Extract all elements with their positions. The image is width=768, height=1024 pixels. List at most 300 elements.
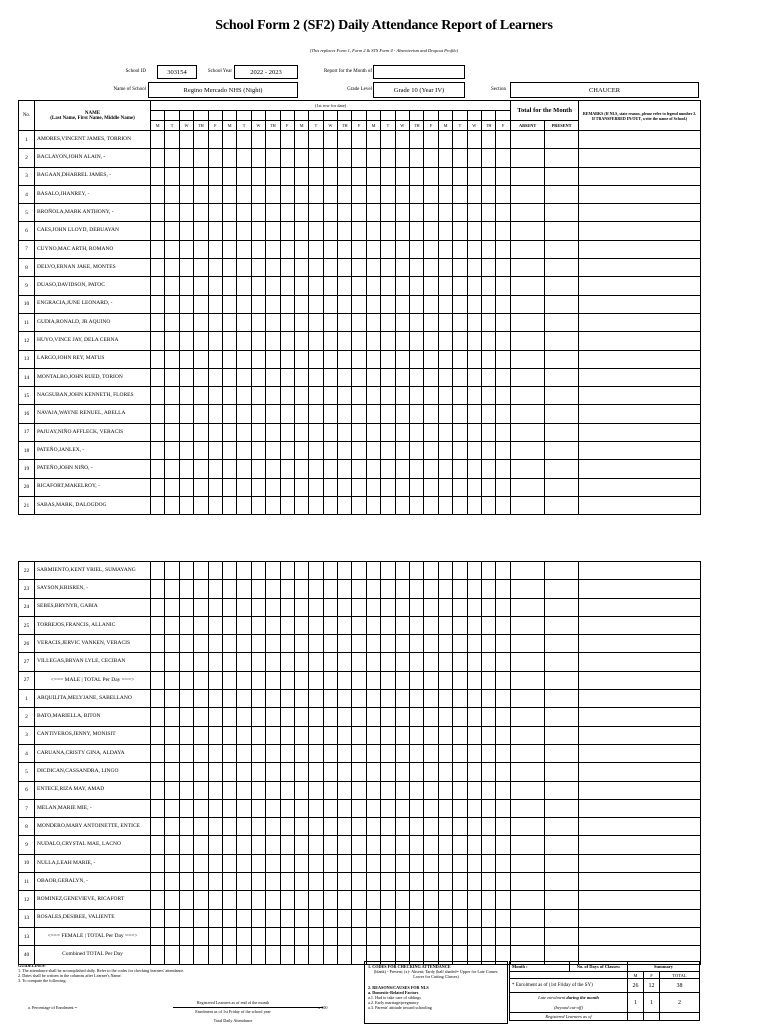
attendance-cell[interactable]: [294, 580, 308, 598]
attendance-cell[interactable]: [309, 781, 323, 799]
present-total-cell[interactable]: [544, 909, 578, 927]
attendance-cell[interactable]: [323, 891, 337, 909]
attendance-cell[interactable]: [165, 240, 179, 258]
attendance-cell[interactable]: [453, 204, 467, 222]
absent-total-cell[interactable]: [511, 442, 545, 460]
attendance-cell[interactable]: [410, 726, 424, 744]
attendance-cell[interactable]: [151, 744, 165, 762]
attendance-cell[interactable]: [294, 332, 308, 350]
attendance-cell[interactable]: [294, 763, 308, 781]
attendance-cell[interactable]: [266, 671, 280, 689]
attendance-cell[interactable]: [237, 854, 251, 872]
attendance-cell[interactable]: [453, 873, 467, 891]
attendance-cell[interactable]: [151, 763, 165, 781]
attendance-cell[interactable]: [410, 818, 424, 836]
attendance-cell[interactable]: [194, 854, 208, 872]
attendance-cell[interactable]: [453, 708, 467, 726]
attendance-cell[interactable]: [395, 222, 409, 240]
present-total-cell[interactable]: [544, 763, 578, 781]
attendance-cell[interactable]: [410, 690, 424, 708]
attendance-cell[interactable]: [179, 946, 193, 964]
attendance-cell[interactable]: [179, 131, 193, 149]
attendance-cell[interactable]: [165, 708, 179, 726]
attendance-cell[interactable]: [309, 580, 323, 598]
remarks-cell[interactable]: [579, 313, 701, 331]
attendance-cell[interactable]: [208, 222, 222, 240]
absent-total-cell[interactable]: [511, 332, 545, 350]
attendance-cell[interactable]: [338, 818, 352, 836]
attendance-cell[interactable]: [251, 580, 265, 598]
attendance-cell[interactable]: [496, 350, 511, 368]
attendance-cell[interactable]: [208, 478, 222, 496]
attendance-cell[interactable]: [280, 295, 294, 313]
attendance-cell[interactable]: [165, 836, 179, 854]
absent-total-cell[interactable]: [510, 927, 544, 945]
attendance-cell[interactable]: [266, 562, 280, 580]
attendance-cell[interactable]: [366, 873, 380, 891]
attendance-cell[interactable]: [179, 332, 193, 350]
attendance-cell[interactable]: [338, 690, 352, 708]
attendance-cell[interactable]: [467, 854, 481, 872]
attendance-cell[interactable]: [453, 167, 467, 185]
attendance-cell[interactable]: [481, 204, 495, 222]
attendance-cell[interactable]: [251, 598, 265, 616]
attendance-cell[interactable]: [338, 496, 352, 514]
attendance-cell[interactable]: [352, 222, 366, 240]
attendance-cell[interactable]: [366, 131, 380, 149]
attendance-cell[interactable]: [438, 460, 452, 478]
attendance-cell[interactable]: [410, 149, 424, 167]
attendance-cell[interactable]: [309, 277, 323, 295]
attendance-cell[interactable]: [280, 598, 294, 616]
attendance-cell[interactable]: [410, 204, 424, 222]
remarks-cell[interactable]: [579, 149, 701, 167]
attendance-cell[interactable]: [194, 799, 208, 817]
attendance-cell[interactable]: [151, 460, 165, 478]
attendance-cell[interactable]: [266, 580, 280, 598]
attendance-cell[interactable]: [194, 405, 208, 423]
attendance-cell[interactable]: [395, 927, 409, 945]
attendance-cell[interactable]: [496, 423, 511, 441]
attendance-cell[interactable]: [208, 259, 222, 277]
attendance-cell[interactable]: [453, 799, 467, 817]
attendance-cell[interactable]: [280, 946, 294, 964]
attendance-cell[interactable]: [496, 763, 510, 781]
attendance-cell[interactable]: [251, 387, 265, 405]
attendance-cell[interactable]: [237, 580, 251, 598]
attendance-cell[interactable]: [179, 598, 193, 616]
present-total-cell[interactable]: [545, 240, 579, 258]
attendance-cell[interactable]: [366, 671, 380, 689]
attendance-cell[interactable]: [424, 818, 438, 836]
attendance-cell[interactable]: [410, 873, 424, 891]
attendance-cell[interactable]: [352, 873, 366, 891]
attendance-cell[interactable]: [323, 616, 337, 634]
attendance-cell[interactable]: [165, 478, 179, 496]
attendance-cell[interactable]: [237, 478, 251, 496]
remarks-cell[interactable]: [578, 726, 700, 744]
attendance-cell[interactable]: [395, 167, 409, 185]
attendance-cell[interactable]: [151, 653, 165, 671]
absent-total-cell[interactable]: [510, 763, 544, 781]
remarks-cell[interactable]: [579, 332, 701, 350]
attendance-cell[interactable]: [366, 635, 380, 653]
attendance-cell[interactable]: [194, 690, 208, 708]
attendance-cell[interactable]: [453, 763, 467, 781]
attendance-cell[interactable]: [395, 496, 409, 514]
school-year-field[interactable]: 2022 - 2023: [234, 65, 298, 79]
attendance-cell[interactable]: [208, 635, 222, 653]
attendance-cell[interactable]: [323, 744, 337, 762]
attendance-cell[interactable]: [410, 927, 424, 945]
attendance-cell[interactable]: [280, 635, 294, 653]
attendance-cell[interactable]: [410, 836, 424, 854]
attendance-cell[interactable]: [151, 873, 165, 891]
attendance-cell[interactable]: [481, 259, 495, 277]
month-field[interactable]: [373, 65, 465, 79]
attendance-cell[interactable]: [294, 204, 308, 222]
attendance-cell[interactable]: [395, 763, 409, 781]
attendance-cell[interactable]: [309, 204, 323, 222]
attendance-cell[interactable]: [366, 277, 380, 295]
attendance-cell[interactable]: [179, 350, 193, 368]
attendance-cell[interactable]: [266, 460, 280, 478]
attendance-cell[interactable]: [381, 222, 395, 240]
remarks-cell[interactable]: [578, 799, 700, 817]
section-field[interactable]: CHAUCER: [510, 82, 699, 98]
attendance-cell[interactable]: [194, 496, 208, 514]
attendance-cell[interactable]: [266, 744, 280, 762]
attendance-cell[interactable]: [294, 744, 308, 762]
attendance-cell[interactable]: [208, 149, 222, 167]
attendance-cell[interactable]: [496, 562, 510, 580]
attendance-cell[interactable]: [438, 635, 452, 653]
attendance-cell[interactable]: [352, 204, 366, 222]
remarks-cell[interactable]: [578, 580, 700, 598]
attendance-cell[interactable]: [222, 927, 236, 945]
attendance-cell[interactable]: [237, 368, 251, 386]
present-total-cell[interactable]: [545, 277, 579, 295]
attendance-cell[interactable]: [467, 781, 481, 799]
attendance-cell[interactable]: [237, 690, 251, 708]
attendance-cell[interactable]: [208, 616, 222, 634]
attendance-cell[interactable]: [467, 368, 481, 386]
attendance-cell[interactable]: [165, 185, 179, 203]
attendance-cell[interactable]: [366, 496, 380, 514]
attendance-cell[interactable]: [496, 185, 511, 203]
attendance-cell[interactable]: [323, 763, 337, 781]
attendance-cell[interactable]: [323, 350, 337, 368]
attendance-cell[interactable]: [395, 442, 409, 460]
attendance-cell[interactable]: [438, 598, 452, 616]
attendance-cell[interactable]: [237, 350, 251, 368]
attendance-cell[interactable]: [280, 167, 294, 185]
attendance-cell[interactable]: [323, 405, 337, 423]
attendance-cell[interactable]: [453, 653, 467, 671]
attendance-cell[interactable]: [481, 277, 495, 295]
attendance-cell[interactable]: [481, 562, 495, 580]
attendance-cell[interactable]: [352, 423, 366, 441]
attendance-cell[interactable]: [309, 635, 323, 653]
attendance-cell[interactable]: [352, 763, 366, 781]
attendance-cell[interactable]: [496, 671, 510, 689]
attendance-cell[interactable]: [237, 167, 251, 185]
attendance-cell[interactable]: [410, 616, 424, 634]
attendance-cell[interactable]: [309, 562, 323, 580]
attendance-cell[interactable]: [222, 368, 236, 386]
attendance-cell[interactable]: [381, 799, 395, 817]
attendance-cell[interactable]: [151, 891, 165, 909]
attendance-cell[interactable]: [151, 562, 165, 580]
attendance-cell[interactable]: [338, 909, 352, 927]
present-total-cell[interactable]: [544, 635, 578, 653]
remarks-cell[interactable]: [579, 131, 701, 149]
attendance-cell[interactable]: [266, 149, 280, 167]
attendance-cell[interactable]: [323, 818, 337, 836]
attendance-cell[interactable]: [165, 131, 179, 149]
attendance-cell[interactable]: [366, 442, 380, 460]
attendance-cell[interactable]: [323, 204, 337, 222]
attendance-cell[interactable]: [165, 635, 179, 653]
attendance-cell[interactable]: [410, 478, 424, 496]
attendance-cell[interactable]: [151, 387, 165, 405]
attendance-cell[interactable]: [352, 708, 366, 726]
remarks-cell[interactable]: [579, 204, 701, 222]
attendance-cell[interactable]: [424, 460, 438, 478]
present-total-cell[interactable]: [544, 836, 578, 854]
attendance-cell[interactable]: [151, 423, 165, 441]
remarks-cell[interactable]: [579, 496, 701, 514]
attendance-cell[interactable]: [251, 167, 265, 185]
present-total-cell[interactable]: [544, 781, 578, 799]
attendance-cell[interactable]: [410, 496, 424, 514]
attendance-cell[interactable]: [165, 350, 179, 368]
attendance-cell[interactable]: [395, 313, 409, 331]
attendance-cell[interactable]: [266, 240, 280, 258]
attendance-cell[interactable]: [165, 204, 179, 222]
attendance-cell[interactable]: [194, 185, 208, 203]
attendance-cell[interactable]: [309, 185, 323, 203]
attendance-cell[interactable]: [438, 562, 452, 580]
attendance-cell[interactable]: [323, 387, 337, 405]
present-total-cell[interactable]: [545, 185, 579, 203]
attendance-cell[interactable]: [151, 799, 165, 817]
attendance-cell[interactable]: [208, 763, 222, 781]
attendance-cell[interactable]: [481, 580, 495, 598]
attendance-cell[interactable]: [323, 690, 337, 708]
attendance-cell[interactable]: [481, 909, 495, 927]
present-total-cell[interactable]: [544, 927, 578, 945]
attendance-cell[interactable]: [222, 277, 236, 295]
attendance-cell[interactable]: [179, 708, 193, 726]
attendance-cell[interactable]: [395, 616, 409, 634]
attendance-cell[interactable]: [395, 423, 409, 441]
attendance-cell[interactable]: [309, 616, 323, 634]
attendance-cell[interactable]: [366, 836, 380, 854]
date-cell[interactable]: [237, 111, 251, 121]
remarks-cell[interactable]: [579, 442, 701, 460]
attendance-cell[interactable]: [266, 442, 280, 460]
remarks-cell[interactable]: [578, 653, 700, 671]
attendance-cell[interactable]: [222, 836, 236, 854]
attendance-cell[interactable]: [453, 442, 467, 460]
attendance-cell[interactable]: [424, 204, 438, 222]
attendance-cell[interactable]: [179, 185, 193, 203]
attendance-cell[interactable]: [280, 726, 294, 744]
absent-total-cell[interactable]: [511, 460, 545, 478]
absent-total-cell[interactable]: [511, 149, 545, 167]
attendance-cell[interactable]: [453, 496, 467, 514]
attendance-cell[interactable]: [280, 442, 294, 460]
attendance-cell[interactable]: [280, 277, 294, 295]
attendance-cell[interactable]: [395, 259, 409, 277]
attendance-cell[interactable]: [309, 744, 323, 762]
attendance-cell[interactable]: [338, 836, 352, 854]
attendance-cell[interactable]: [395, 149, 409, 167]
attendance-cell[interactable]: [467, 295, 481, 313]
attendance-cell[interactable]: [481, 873, 495, 891]
attendance-cell[interactable]: [366, 763, 380, 781]
attendance-cell[interactable]: [222, 222, 236, 240]
attendance-cell[interactable]: [294, 854, 308, 872]
attendance-cell[interactable]: [410, 653, 424, 671]
attendance-cell[interactable]: [251, 635, 265, 653]
attendance-cell[interactable]: [395, 854, 409, 872]
attendance-cell[interactable]: [395, 368, 409, 386]
attendance-cell[interactable]: [424, 836, 438, 854]
attendance-cell[interactable]: [165, 259, 179, 277]
attendance-cell[interactable]: [208, 598, 222, 616]
attendance-cell[interactable]: [381, 927, 395, 945]
attendance-cell[interactable]: [395, 909, 409, 927]
attendance-cell[interactable]: [453, 891, 467, 909]
remarks-cell[interactable]: [578, 598, 700, 616]
attendance-cell[interactable]: [208, 836, 222, 854]
attendance-cell[interactable]: [481, 671, 495, 689]
attendance-cell[interactable]: [496, 744, 510, 762]
attendance-cell[interactable]: [179, 836, 193, 854]
attendance-cell[interactable]: [467, 496, 481, 514]
attendance-cell[interactable]: [165, 726, 179, 744]
attendance-cell[interactable]: [151, 131, 165, 149]
attendance-cell[interactable]: [481, 442, 495, 460]
attendance-cell[interactable]: [438, 204, 452, 222]
attendance-cell[interactable]: [151, 204, 165, 222]
attendance-cell[interactable]: [266, 946, 280, 964]
attendance-cell[interactable]: [323, 368, 337, 386]
attendance-cell[interactable]: [294, 222, 308, 240]
attendance-cell[interactable]: [237, 616, 251, 634]
attendance-cell[interactable]: [251, 946, 265, 964]
attendance-cell[interactable]: [453, 854, 467, 872]
attendance-cell[interactable]: [294, 708, 308, 726]
attendance-cell[interactable]: [323, 781, 337, 799]
attendance-cell[interactable]: [294, 598, 308, 616]
attendance-cell[interactable]: [266, 478, 280, 496]
attendance-cell[interactable]: [410, 222, 424, 240]
attendance-cell[interactable]: [266, 350, 280, 368]
attendance-cell[interactable]: [338, 240, 352, 258]
attendance-cell[interactable]: [496, 222, 511, 240]
attendance-cell[interactable]: [467, 635, 481, 653]
attendance-cell[interactable]: [251, 313, 265, 331]
attendance-cell[interactable]: [424, 350, 438, 368]
attendance-cell[interactable]: [395, 744, 409, 762]
attendance-cell[interactable]: [467, 653, 481, 671]
attendance-cell[interactable]: [251, 927, 265, 945]
attendance-cell[interactable]: [280, 423, 294, 441]
attendance-cell[interactable]: [366, 350, 380, 368]
attendance-cell[interactable]: [208, 460, 222, 478]
attendance-cell[interactable]: [323, 671, 337, 689]
absent-total-cell[interactable]: [511, 259, 545, 277]
attendance-cell[interactable]: [366, 580, 380, 598]
attendance-cell[interactable]: [323, 653, 337, 671]
attendance-cell[interactable]: [266, 313, 280, 331]
attendance-cell[interactable]: [165, 460, 179, 478]
attendance-cell[interactable]: [266, 909, 280, 927]
attendance-cell[interactable]: [410, 131, 424, 149]
attendance-cell[interactable]: [251, 131, 265, 149]
attendance-cell[interactable]: [481, 460, 495, 478]
attendance-cell[interactable]: [194, 946, 208, 964]
attendance-cell[interactable]: [352, 653, 366, 671]
attendance-cell[interactable]: [251, 616, 265, 634]
attendance-cell[interactable]: [323, 222, 337, 240]
attendance-cell[interactable]: [237, 204, 251, 222]
attendance-cell[interactable]: [179, 277, 193, 295]
attendance-cell[interactable]: [208, 295, 222, 313]
attendance-cell[interactable]: [481, 927, 495, 945]
attendance-cell[interactable]: [280, 580, 294, 598]
absent-total-cell[interactable]: [511, 204, 545, 222]
absent-total-cell[interactable]: [510, 873, 544, 891]
attendance-cell[interactable]: [366, 167, 380, 185]
attendance-cell[interactable]: [453, 277, 467, 295]
date-cell[interactable]: [481, 111, 495, 121]
attendance-cell[interactable]: [179, 616, 193, 634]
attendance-cell[interactable]: [194, 818, 208, 836]
date-cell[interactable]: [424, 111, 438, 121]
attendance-cell[interactable]: [395, 818, 409, 836]
attendance-cell[interactable]: [438, 580, 452, 598]
attendance-cell[interactable]: [194, 927, 208, 945]
attendance-cell[interactable]: [496, 799, 510, 817]
attendance-cell[interactable]: [251, 708, 265, 726]
attendance-cell[interactable]: [467, 204, 481, 222]
present-total-cell[interactable]: [545, 222, 579, 240]
attendance-cell[interactable]: [467, 580, 481, 598]
attendance-cell[interactable]: [165, 387, 179, 405]
attendance-cell[interactable]: [165, 744, 179, 762]
attendance-cell[interactable]: [438, 149, 452, 167]
attendance-cell[interactable]: [453, 690, 467, 708]
attendance-cell[interactable]: [410, 277, 424, 295]
attendance-cell[interactable]: [294, 277, 308, 295]
attendance-cell[interactable]: [424, 277, 438, 295]
absent-total-cell[interactable]: [511, 222, 545, 240]
attendance-cell[interactable]: [424, 442, 438, 460]
attendance-cell[interactable]: [266, 368, 280, 386]
attendance-cell[interactable]: [194, 781, 208, 799]
remarks-cell[interactable]: [579, 368, 701, 386]
attendance-cell[interactable]: [151, 222, 165, 240]
attendance-cell[interactable]: [453, 909, 467, 927]
attendance-cell[interactable]: [222, 423, 236, 441]
attendance-cell[interactable]: [438, 854, 452, 872]
attendance-cell[interactable]: [208, 368, 222, 386]
attendance-cell[interactable]: [208, 580, 222, 598]
